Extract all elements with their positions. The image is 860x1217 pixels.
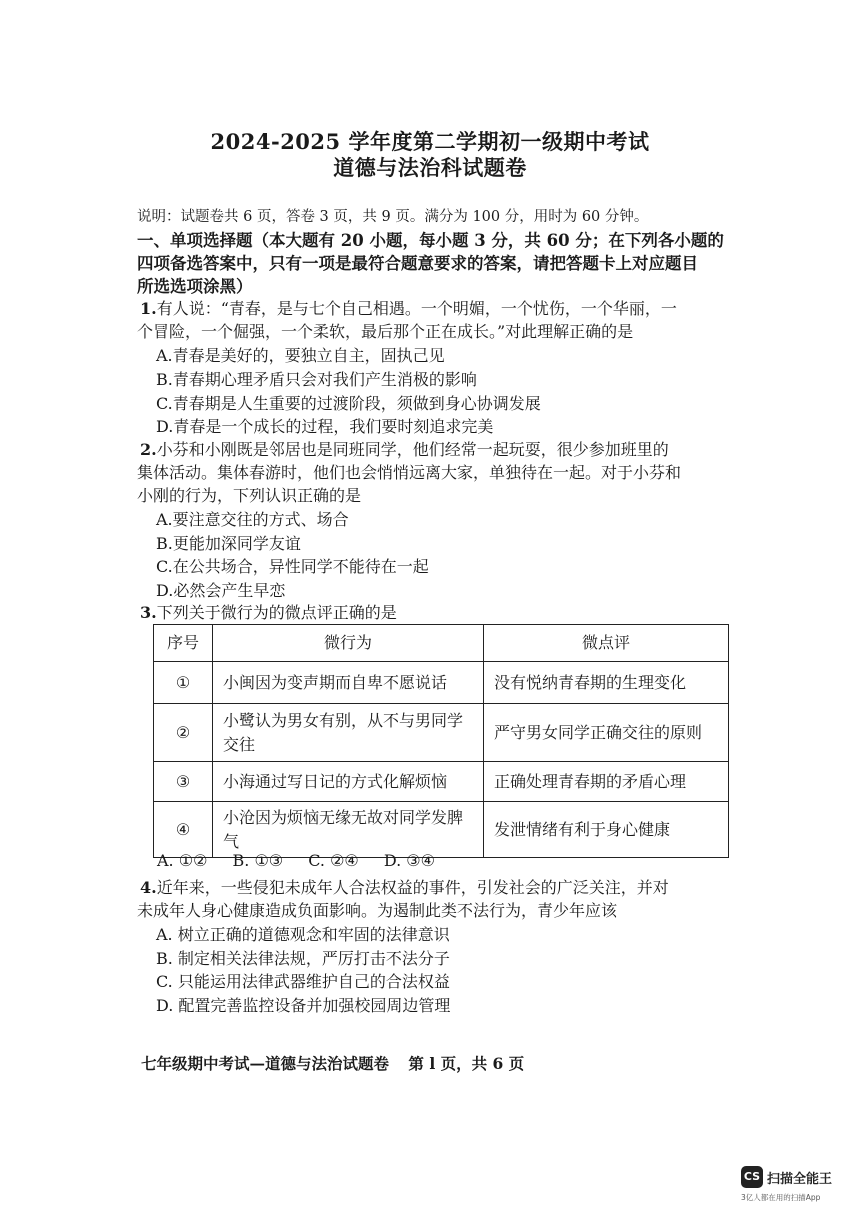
scanner-watermark: CS 扫描全能王 3亿人都在用的扫描App xyxy=(739,1164,849,1209)
camscanner-logo-icon: CS xyxy=(741,1166,763,1188)
table-row: ② 小鹭认为男女有别，从不与男同学交往 严守男女同学正确交往的原则 xyxy=(154,704,729,762)
question-1-option-c: C.青春期是人生重要的过渡阶段，须做到身心协调发展 xyxy=(156,394,541,413)
question-2-option-b: B.更能加深同学友谊 xyxy=(156,534,301,553)
question-4-option-b: B. 制定相关法律法规，严厉打击不法分子 xyxy=(156,949,450,968)
question-1-option-b: B.青春期心理矛盾只会对我们产生消极的影响 xyxy=(156,370,477,389)
micro-behavior-table xyxy=(153,624,729,858)
question-4-stem: 4.近年来，一些侵犯未成年人合法权益的事件，引发社会的广泛关注，并对 未成年人身心健康造成负面影响。为遏制此类不法行为，青少年应该 xyxy=(137,878,669,920)
question-2-stem: 2.小芬和小刚既是邻居也是同班同学，他们经常一起玩耍，很少参加班里的 集体活动。集体春游时，他们也会悄悄远离大家，单独待在一起。对于小芬和 小刚的行为，下列认识正确的是 xyxy=(137,440,682,505)
question-2-option-c: C.在公共场合，异性同学不能待在一起 xyxy=(156,557,429,576)
page-footer: 七年级期中考试—道德与法治试题卷 第 l 页，共 6 页 xyxy=(141,1054,525,1073)
question-3-answers: A. ①② B. ①③ C. ②④ D. ③④ xyxy=(157,851,435,870)
column-header-number: 序号 xyxy=(154,625,213,662)
table-header-row xyxy=(154,625,729,662)
question-2-option-d: D.必然会产生早恋 xyxy=(156,581,286,600)
question-4-option-d: D. 配置完善监控设备并加强校园周边管理 xyxy=(156,996,451,1015)
question-1-option-a: A.青春是美好的，要独立自主，固执己见 xyxy=(156,346,445,365)
question-3-stem: 3.下列关于微行为的微点评正确的是 xyxy=(140,603,397,622)
question-4-option-a: A. 树立正确的道德观念和牢固的法律意识 xyxy=(156,925,450,944)
question-4-option-c: C. 只能运用法律武器维护自己的合法权益 xyxy=(156,972,450,991)
section-heading: 一、单项选择题（本大题有 20 小题，每小题 3 分，共 60 分；在下列各小题的 四项备选答案中，只有一项是最符合题意要求的答案，请把答题卡上对应题目 所选选项涂黑） xyxy=(137,231,724,296)
table-row: ③ 小海通过写日记的方式化解烦恼 正确处理青春期的矛盾心理 xyxy=(154,762,729,802)
question-1-stem: 1.有人说：“青春，是与七个自己相遇。一个明媚，一个忧伤，一个华丽，一 个冒险，一个倔强，一个柔软，最后那个正在成长。”对此理解正确的是 xyxy=(137,299,677,341)
column-header-behavior: 微行为 xyxy=(213,625,484,662)
column-header-comment: 微点评 xyxy=(484,625,729,662)
question-1-option-d: D.青春是一个成长的过程，我们要时刻追求完美 xyxy=(156,417,494,436)
table-row: ① 小闽因为变声期而自卑不愿说话 没有悦纳青春期的生理变化 xyxy=(154,662,729,704)
exam-subtitle: 道德与法治科试题卷 xyxy=(333,155,527,180)
page-number: 第 l 页，共 6 页 xyxy=(408,1054,525,1073)
question-2-option-a: A.要注意交往的方式、场合 xyxy=(156,510,349,529)
exam-title: 2024-2025 学年度第二学期初一级期中考试 xyxy=(210,129,650,154)
table-row: ④ 小沧因为烦恼无缘无故对同学发脾气 发泄情绪有利于身心健康 xyxy=(154,802,729,858)
exam-instructions: 说明：试题卷共 6 页，答卷 3 页，共 9 页。满分为 100 分，用时为 60 分钟。 xyxy=(137,209,649,225)
